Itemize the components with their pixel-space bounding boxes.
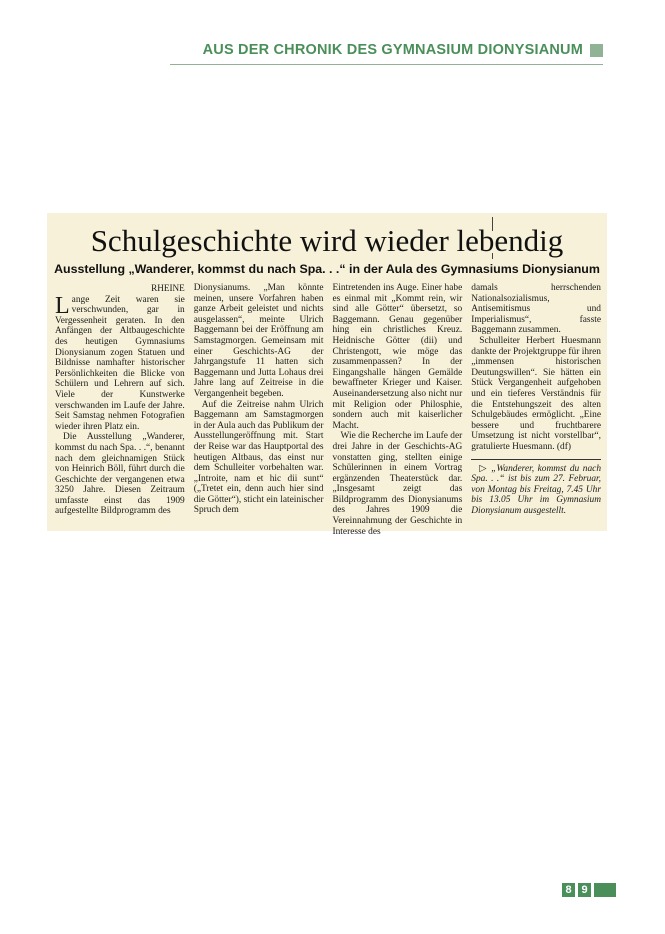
article-paragraph: Eintretenden ins Auge. Einer habe es einmal mit „Kommt rein, wir sind alle Götter“ übersetzt, so Baggemann. Genau gegenüber hing ein christliches Kreuz. Heidnische Götter (dii) und Christengott, wie möge das zusammenpassen? In der Eingangshalle hängen Gemälde bewaffneter Krieger und Kaiser. Auseinandersetzung also nicht nur mit Religion oder Philosphie, sondern auch mit kaiserlicher Macht.	[332, 283, 463, 431]
chronicle-header	[170, 42, 603, 58]
article-paragraph: Wie die Recherche im Laufe der drei Jahre in der Geschichts-AG vonstatten ging, stellten einige Schülerinnen in einem Vortrag ergänzenden Theaterstück dar. „Insgesamt zeigt das Bildprogramm des Dionysianums des Jahres 1909 die Vereinnahmung der Geschichte in Interesse des	[332, 431, 463, 537]
header-square-marker	[590, 44, 603, 57]
note-divider	[471, 459, 601, 460]
article-columns	[55, 283, 601, 537]
header-title: AUS DER CHRONIK DES GYMNASIUM DIONYSIANUM	[202, 42, 583, 58]
article-column-3	[333, 283, 463, 537]
page-number-left: 8	[562, 883, 575, 897]
article-paragraph: Dionysianums. „Man könnte meinen, unsere Vorfahren haben ganze Arbeit geleistet und nichts ausgelassen“, meinte Ulrich Baggemann bei der Eröffnung am Samstagmorgen. Gemeinsam mit einer Geschichts-AG der Jahrgangstufe 11 hatten sich Baggemann und Jutta Lohaus drei Jahre lang auf Zeitreise in die Vergangenheit begeben.	[193, 283, 324, 399]
newspaper-clipping	[47, 213, 607, 537]
dateline: RHEINE	[151, 283, 185, 293]
article-column-4	[471, 283, 601, 537]
article-column-2	[194, 283, 324, 537]
drop-cap: L	[55, 292, 70, 319]
article-paragraph: Die Ausstellung „Wanderer, kommst du nach Spa. . .“, benannt nach dem gleichnamigen Stück von Heinrich Böll, führt durch die Geschichte der vergangenen etwa 3250 Jahre. Diesen Zeitraum umfasste einst das 1909 aufgestellte Bildprogramm des	[55, 432, 185, 517]
article-paragraph: Auf die Zeitreise nahm Ulrich Baggemann am Samstagmorgen in der Aula auch das Publikum der Ausstellungeröffnung mit. Start der Reise war das Hauptportal des heutigen Altbaus, das einst nur dem Schulleiter vorbehalten war. „Introite, nam et hic dii sunt“ („Tretet ein, denn auch hier sind die Götter“), sticht ein lateinischer Spruch dem	[193, 399, 324, 516]
page-numbers	[562, 883, 616, 897]
page-number-bar	[594, 883, 616, 897]
article-headline: Schulgeschichte wird wieder lebendig	[90, 223, 564, 258]
page-number-right: 9	[578, 883, 591, 897]
article-paragraph: Lange Zeit waren sie verschwunden, gar in Vergessenheit geraten. In den Anfängen der Altbaugeschichte des heutigen Gymnasiums Dionysianum zogen Statuen und Bildnisse namhafter historischer Persönlichkeiten die Blicke von Schülern und Lehrern auf sich. Viele der Kunstwerke verschwanden im Laufe der Jahre. Seit Samstag nehmen Fotografien wieder ihren Platz ein.	[55, 292, 185, 432]
article-paragraph: Schulleiter Herbert Huesmann dankte der Projektgruppe für ihren „immensen historischen Deutungswillen“. Sie hätten ein Stück Vergangenheit aufgehoben und ein tieferes Verständnis für die Entstehungszeit des alten Schulgebäudes ermöglicht. „Eine bessere und fruchtbarere Umsetzung ist nicht vorstellbar“, gratulierte Huesmann. (df)	[471, 335, 601, 452]
exhibition-note: ▷ „Wanderer, kommst du nach Spa. . .“ ist bis zum 27. Februar, von Montag bis Freitag, 7.45 Uhr bis 13.05 Uhr im Gymnasium Dionysianum ausgestellt.	[471, 463, 602, 516]
header-rule	[170, 64, 603, 65]
triangle-arrow-icon: ▷	[479, 463, 488, 474]
article-paragraph: damals herrschenden Nationalsozialismus, Antisemitismus und Imperialismus“, fasste Baggemann zusammen.	[471, 283, 601, 336]
article-subheadline: Ausstellung „Wanderer, kommst du nach Spa. . .“ in der Aula des Gymnasiums Dionysianum	[54, 262, 600, 276]
article-column-1	[55, 283, 185, 537]
